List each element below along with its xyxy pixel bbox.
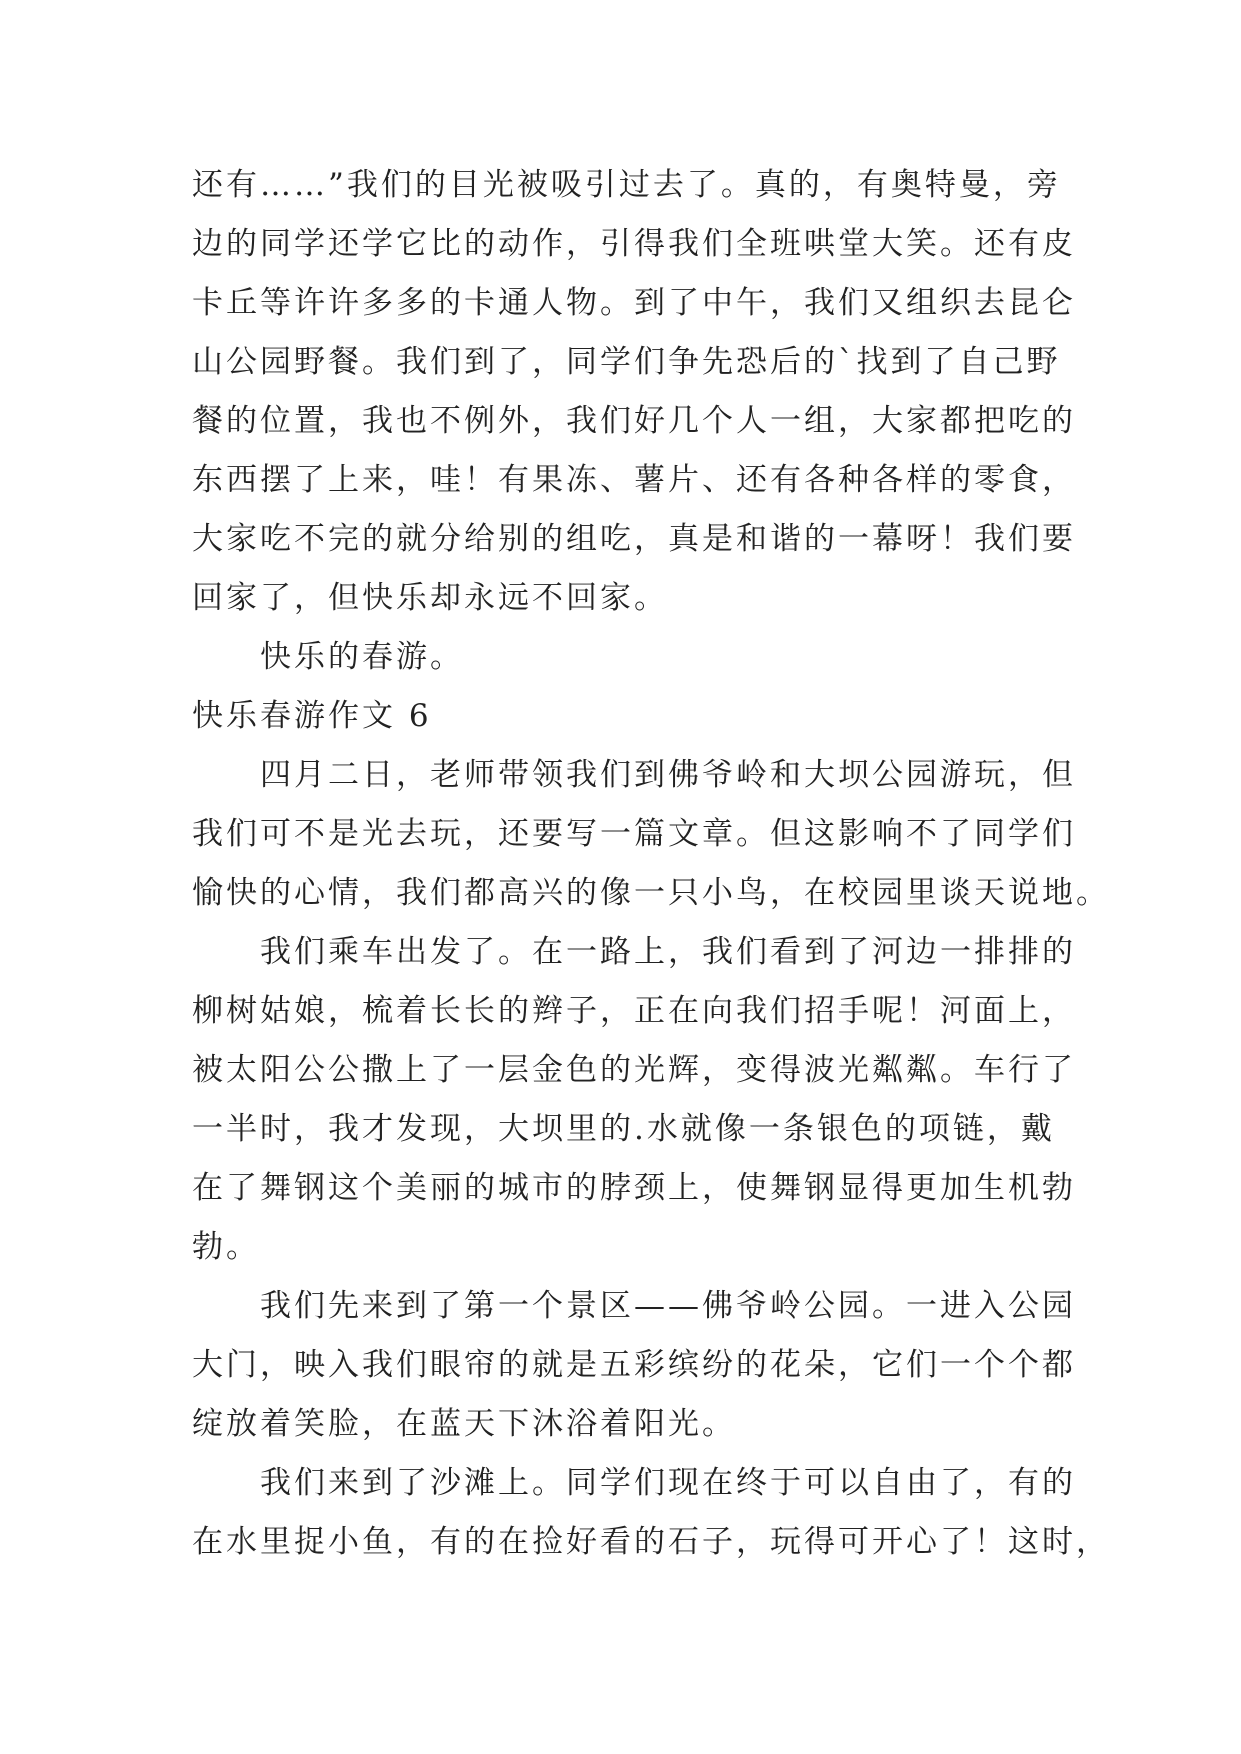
text-line: 在水里捉小鱼，有的在捡好看的石子，玩得可开心了！这时， — [192, 1524, 1110, 1560]
paragraph-start: 我们来到了沙滩上。同学们现在终于可以自由了，有的 — [260, 1465, 1076, 1501]
text-line: 卡丘等许许多多的卡通人物。到了中午，我们又组织去昆仑 — [192, 285, 1076, 321]
text-line: 餐的位置，我也不例外，我们好几个人一组，大家都把吃的 — [192, 403, 1076, 439]
text-line: 一半时，我才发现，大坝里的.水就像一条银色的项链，戴 — [192, 1111, 1055, 1147]
text-line: 被太阳公公撒上了一层金色的光辉，变得波光粼粼。车行了 — [192, 1052, 1076, 1088]
text-line: 大门，映入我们眼帘的就是五彩缤纷的花朵，它们一个个都 — [192, 1347, 1076, 1383]
text-line: 大家吃不完的就分给别的组吃，真是和谐的一幕呀！我们要 — [192, 521, 1076, 557]
text-line: 东西摆了上来，哇！有果冻、薯片、还有各种各样的零食， — [192, 462, 1076, 498]
essay-body — [192, 156, 1110, 1572]
text-line: 边的同学还学它比的动作，引得我们全班哄堂大笑。还有皮 — [192, 226, 1076, 262]
text-line: 我们可不是光去玩，还要写一篇文章。但这影响不了同学们 — [192, 816, 1076, 852]
paragraph-start: 四月二日，老师带领我们到佛爷岭和大坝公园游玩，但 — [260, 757, 1076, 793]
section-heading: 快乐春游作文 6 — [192, 698, 432, 734]
closing-line: 快乐的春游。 — [260, 639, 464, 675]
text-line: 还有……”我们的目光被吸引过去了。真的，有奥特曼，旁 — [192, 167, 1061, 203]
text-line: 山公园野餐。我们到了，同学们争先恐后的`找到了自己野 — [192, 344, 1061, 380]
text-line: 回家了，但快乐却永远不回家。 — [192, 580, 668, 616]
text-line: 柳树姑娘，梳着长长的辫子，正在向我们招手呢！河面上， — [192, 993, 1076, 1029]
paragraph-start: 我们先来到了第一个景区——佛爷岭公园。一进入公园 — [260, 1288, 1076, 1324]
text-line: 绽放着笑脸，在蓝天下沐浴着阳光。 — [192, 1406, 736, 1442]
text-line: 勃。 — [192, 1229, 260, 1265]
paragraph-start: 我们乘车出发了。在一路上，我们看到了河边一排排的 — [260, 934, 1076, 970]
text-line: 愉快的心情，我们都高兴的像一只小鸟，在校园里谈天说地。 — [192, 875, 1110, 911]
text-line: 在了舞钢这个美丽的城市的脖颈上，使舞钢显得更加生机勃 — [192, 1170, 1076, 1206]
